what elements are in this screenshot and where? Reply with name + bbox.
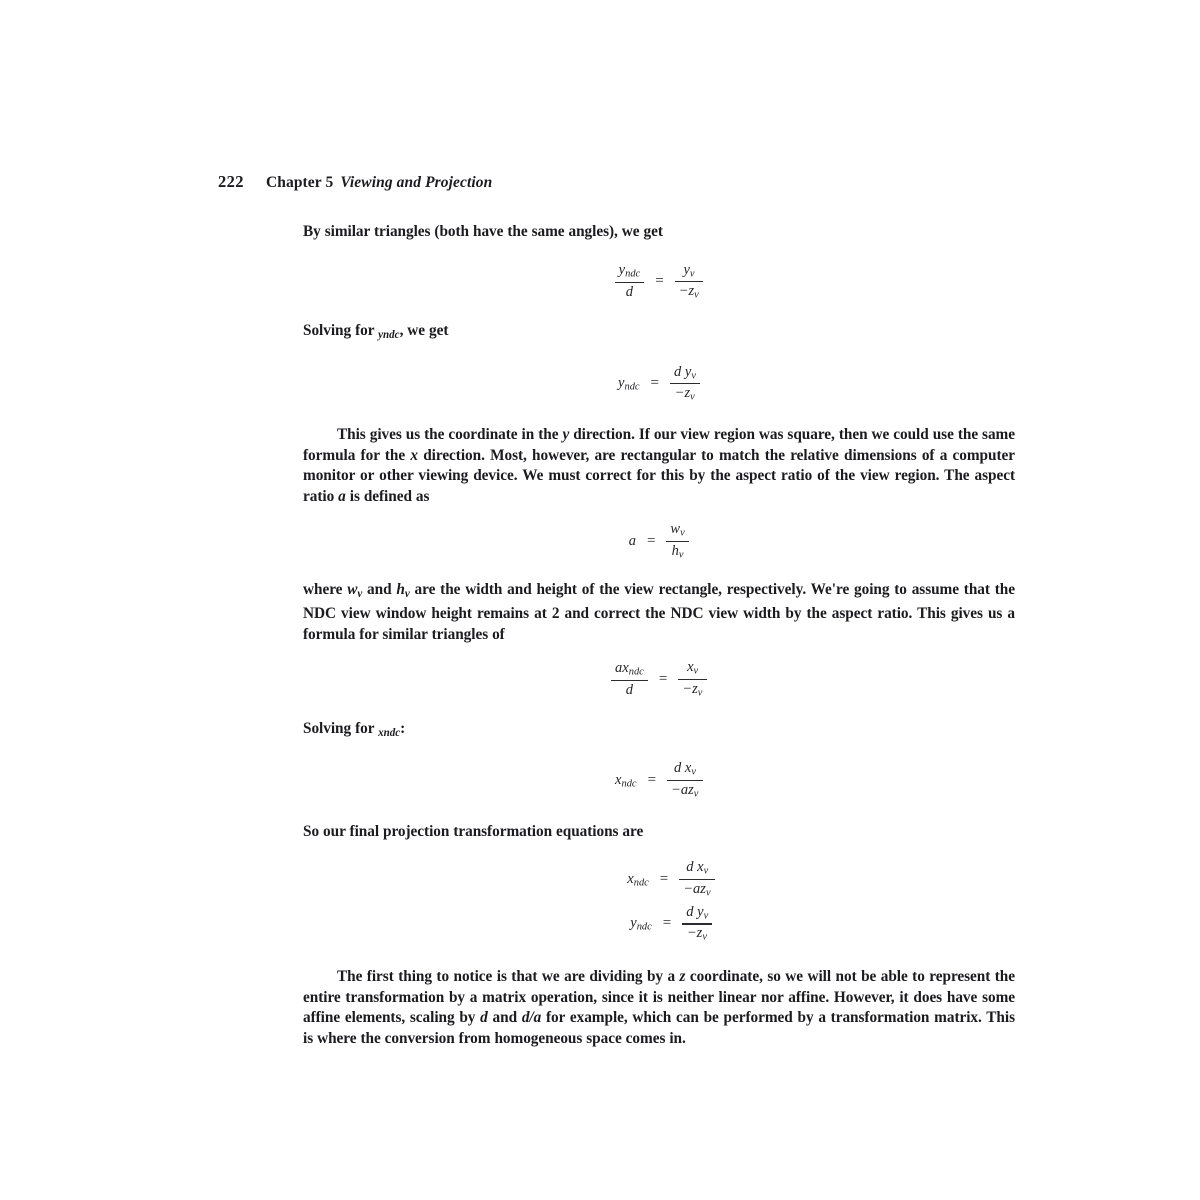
equation-6a <box>603 860 715 898</box>
eq6a-rhs-fraction <box>679 860 715 898</box>
eq3-rhs-fraction <box>666 522 689 560</box>
eq4-relation: = <box>658 671 668 688</box>
text-column <box>303 222 1015 1049</box>
equation-1 <box>303 263 1015 301</box>
eq6b-lhs-sub: ndc <box>636 921 652 933</box>
chapter-title: Viewing and Projection <box>340 174 493 191</box>
running-head <box>218 172 492 192</box>
paragraph-solving-xndc <box>303 719 1015 744</box>
eq2-lhs: y <box>618 374 625 391</box>
eq1-rhs-den-sub: v <box>694 289 700 301</box>
equation-group-final <box>303 860 1015 943</box>
eq5-lhs-wrap <box>615 772 637 790</box>
eq1-lhs-fraction <box>615 263 645 300</box>
eq6a-rhs-num: d x <box>686 859 704 876</box>
eq3-relation: = <box>646 532 656 549</box>
eq5-rhs-fraction <box>667 761 703 799</box>
solving-yndc-math: yndc <box>378 329 400 341</box>
eq1-rhs-num-sub: v <box>689 268 695 280</box>
eq1-relation: = <box>655 273 664 290</box>
eq5-lhs-sub: ndc <box>621 778 637 790</box>
solving-xndc-before: Solving for <box>303 719 379 737</box>
eq6b-relation: = <box>662 915 672 932</box>
eq6a-rhs-num-sub: v <box>703 866 709 878</box>
solving-yndc-after: , we get <box>399 321 449 339</box>
eq4-lhs-fraction <box>611 661 648 698</box>
eq5-rhs-den-sub: v <box>693 788 699 800</box>
eq1-lhs-num: y <box>618 262 626 279</box>
eq5-relation: = <box>647 772 657 789</box>
eq6a-lhs: x <box>627 870 634 887</box>
equation-2 <box>303 365 1015 403</box>
solving-xndc-after: : <box>400 719 406 737</box>
eq4-rhs-num-sub: v <box>693 666 699 678</box>
equation-3 <box>303 522 1015 560</box>
paragraph-closing: The first thing to notice is that we are dividing by a z coordinate, so we will not be able to represent the entire transformation by a matrix operation, since it is neither linear nor affine. However, it does have some affine elements, scaling by d and d/a for example, which can be performed by a transformation matrix. This is where the conversion from homogeneous space comes in. <box>303 968 1015 1047</box>
eq4-lhs-num-sub: ndc <box>628 666 644 678</box>
eq3-rhs-num-sub: v <box>680 528 686 539</box>
solving-yndc-before: Solving for <box>303 321 379 339</box>
paragraph-similar-triangles: By similar triangles (both have the same angles), we get <box>303 223 663 240</box>
eq2-rhs-fraction <box>670 365 700 403</box>
paragraph-solving-yndc <box>303 321 1015 346</box>
eq3-rhs-den-sub: v <box>678 549 685 561</box>
eq4-rhs-den: −z <box>682 680 698 697</box>
eq1-lhs-num-sub: ndc <box>625 268 641 280</box>
eq6a-lhs-wrap <box>603 871 649 889</box>
eq3-rhs-num: w <box>670 521 681 538</box>
paragraph-view-rectangle: where $w_v$ and $h_v$ are the width and height of the view rectangle, respectively. We're going to assume that the NDC view window height remains at 2 and correct the NDC view width by the aspect ratio. This gives us a formula for similar triangles of <box>303 580 1015 643</box>
eq1-rhs-num: y <box>683 261 690 278</box>
eq6b-rhs-num: d y <box>686 903 704 920</box>
eq5-lhs: x <box>615 771 622 788</box>
page-number: 222 <box>218 172 244 191</box>
eq6b-rhs-den: −z <box>686 925 703 942</box>
eq1-lhs-den: d <box>625 283 634 300</box>
eq2-rhs-den: −z <box>674 384 691 401</box>
paragraph-coordinate-direction: This gives us the coordinate in the y direction. If our view region was square, then we could use the same formula for the x direction. Most, however, are rectangular to match the relative dimensions of a computer monitor or other viewing device. We must correct for this by the aspect ratio of the view region. The aspect ratio a is defined as <box>303 425 1015 505</box>
solving-xndc-math: xndc <box>378 726 401 739</box>
eq2-rhs-den-sub: v <box>690 391 696 403</box>
equation-5 <box>303 761 1015 799</box>
eq5-rhs-den: −az <box>671 781 694 798</box>
eq6a-relation: = <box>659 871 669 888</box>
paragraph-final-equations-intro: So our final projection transformation equations are <box>303 822 644 840</box>
equation-6b <box>606 905 712 943</box>
eq6a-rhs-den-sub: v <box>705 887 712 899</box>
eq1-rhs-fraction <box>675 263 704 301</box>
eq3-rhs-den: h <box>671 542 679 559</box>
eq3-lhs: a <box>628 532 636 549</box>
eq6b-lhs: y <box>630 915 637 932</box>
eq6a-lhs-sub: ndc <box>633 877 649 889</box>
eq5-rhs-num-sub: v <box>691 767 696 779</box>
eq4-lhs-den: d <box>625 681 634 698</box>
eq6b-rhs-num-sub: v <box>703 910 709 922</box>
eq2-lhs-sub: ndc <box>624 381 640 393</box>
eq4-rhs-num: x <box>687 659 694 676</box>
eq1-rhs-den: −z <box>678 282 695 299</box>
chapter-label: Chapter 5 <box>265 174 334 191</box>
eq2-rhs-num: d y <box>674 363 692 380</box>
eq4-rhs-fraction <box>678 660 707 698</box>
eq5-rhs-num: d x <box>674 760 692 777</box>
eq6b-rhs-den-sub: v <box>702 931 708 943</box>
eq4-lhs-num: ax <box>615 660 629 677</box>
equation-4 <box>303 660 1015 698</box>
eq2-rhs-num-sub: v <box>691 370 696 382</box>
eq2-relation: = <box>650 375 660 392</box>
eq2-lhs-wrap <box>618 375 640 393</box>
eq4-rhs-den-sub: v <box>697 687 703 699</box>
eq6a-rhs-den: −az <box>683 880 706 897</box>
eq6b-lhs-wrap <box>606 915 652 933</box>
eq6b-rhs-fraction <box>682 905 712 943</box>
